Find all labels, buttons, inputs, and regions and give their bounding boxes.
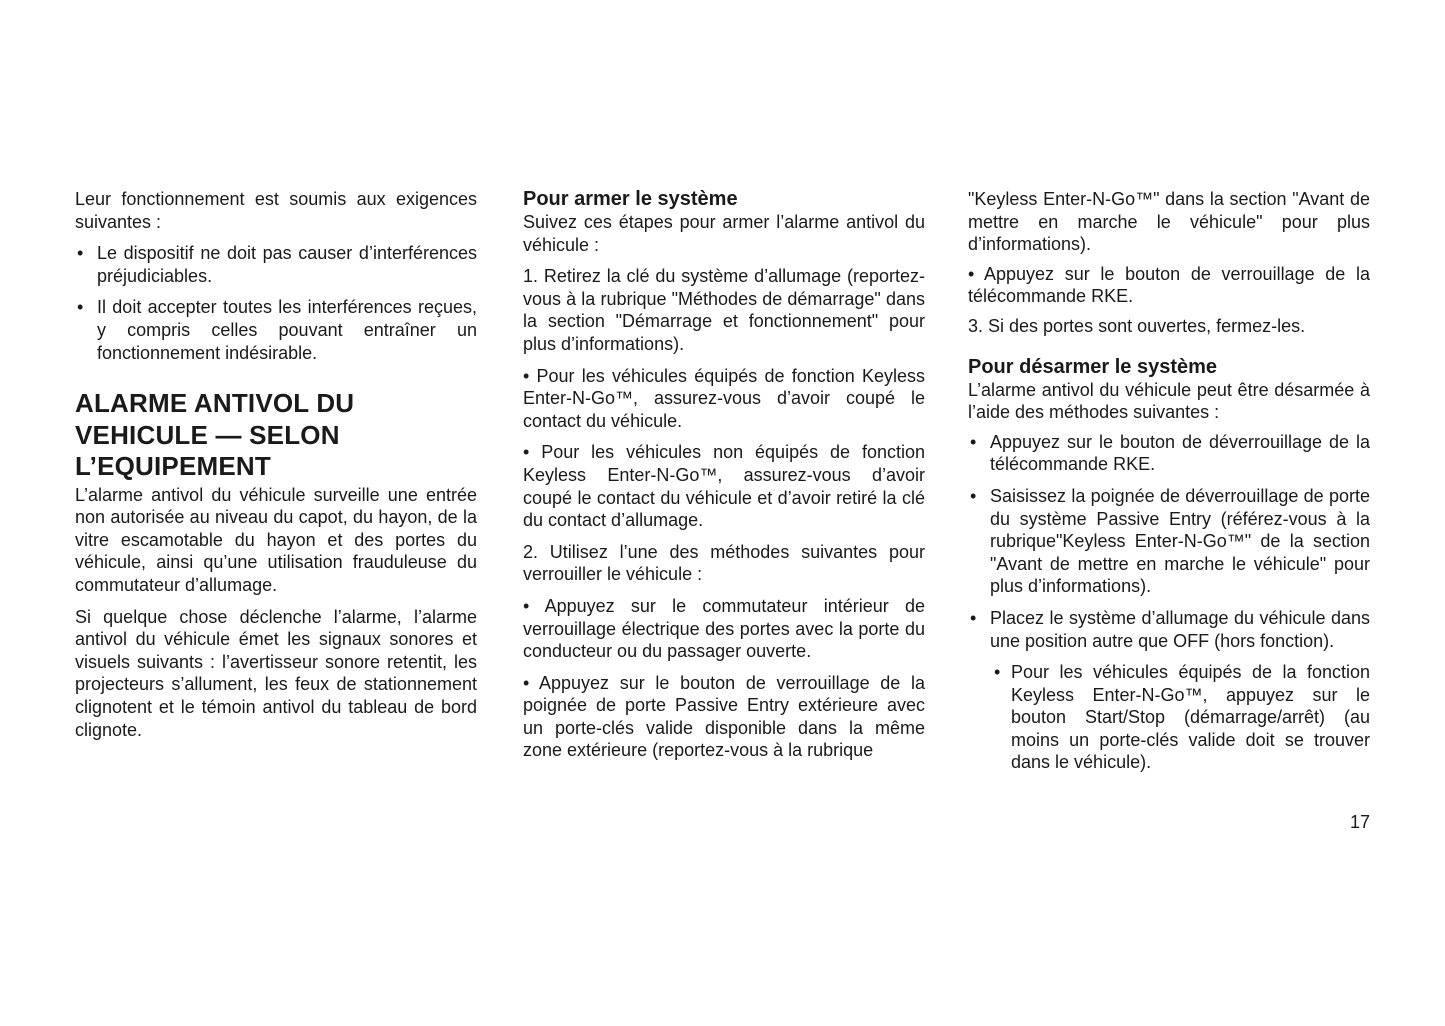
page-number: 17 <box>1349 812 1370 832</box>
list-item: • Saisissez la poignée de déverrouillage de porte du système Passive Entry (référez-vous à la rubrique"Keyless Enter-N-Go™" de la section "Avant de mettre en marche le véhicule" pour plus d’informations). <box>968 485 1370 598</box>
step-3: 3. Si des portes sont ouvertes, fermez-les. <box>968 315 1306 336</box>
step-1: 1. Retirez la clé du système d’allumage (reportez-vous à la rubrique "Méthodes de démarrage" dans la section "Démarrage et fonctionnement" pour plus d’informations). <box>523 266 925 354</box>
right-column <box>968 188 1370 783</box>
body-paragraph: Si quelque chose déclenche l’alarme, l’alarme antivol du véhicule émet les signaux sonores et visuels suivants : l’avertisseur sonore retentit, les projecteurs s’allument, les feux de stationnement clignotent et le témoin antivol du tableau de bord clignote. <box>75 606 477 740</box>
list-item: • Il doit accepter toutes les interférences reçues, y compris celles pouvant entraîner un fonctionnement indésirable. <box>75 296 477 364</box>
list-item: • Pour les véhicules équipés de fonction Keyless Enter-N-Go™, assurez-vous d’avoir coupé le contact du véhicule. <box>523 365 925 431</box>
section-heading: ALARME ANTIVOL DU VEHICULE — SELON L’EQUIPEMENT <box>75 388 355 482</box>
intro-paragraph: L’alarme antivol du véhicule peut être désarmée à l’aide des méthodes suivantes : <box>968 379 1370 423</box>
sub-list-item: • Pour les véhicules équipés de la fonction Keyless Enter-N-Go™, appuyez sur le bouton Start/Stop (démarrage/arrêt) (au moins un porte-clés valide doit se trouver dans le véhicule). <box>968 661 1370 774</box>
continuation-paragraph: "Keyless Enter-N-Go™" dans la section "Avant de mettre en marche le véhicule" pour plus d’informations). <box>968 189 1370 255</box>
list-item: • Appuyez sur le commutateur intérieur de verrouillage électrique des portes avec la porte du conducteur ou du passager ouverte. <box>523 595 925 662</box>
intro-paragraph: Leur fonctionnement est soumis aux exigences suivantes : <box>75 189 477 232</box>
body-paragraph: L’alarme antivol du véhicule surveille une entrée non autorisée au niveau du capot, du hayon, de la vitre escamotable du hayon et des portes du véhicule, ainsi qu’une utilisation frauduleuse du commutateur d’allumage. <box>75 484 477 596</box>
list-item: • Placez le système d’allumage du véhicule dans une position autre que OFF (hors fonction). <box>968 607 1370 652</box>
subsection-heading-arm: Pour armer le système <box>523 188 738 210</box>
intro-paragraph: Suivez ces étapes pour armer l’alarme antivol du véhicule : <box>523 212 925 255</box>
middle-column <box>523 188 925 771</box>
list-item: • Pour les véhicules non équipés de fonction Keyless Enter-N-Go™, assurez-vous d’avoir coupé le contact du véhicule et d’avoir retiré la clé du contact d’allumage. <box>523 442 925 531</box>
list-item: • Appuyez sur le bouton de verrouillage de la poignée de porte Passive Entry extérieure avec un porte-clés valide disponible dans la même zone extérieure (reportez-vous à la rubrique <box>523 672 925 761</box>
subsection-heading-disarm: Pour désarmer le système <box>968 355 1218 378</box>
step-2: 2. Utilisez l’une des méthodes suivantes pour verrouiller le véhicule : <box>523 541 925 585</box>
list-item: • Le dispositif ne doit pas causer d’interférences préjudiciables. <box>75 242 477 287</box>
left-column <box>75 188 477 750</box>
list-item: • Appuyez sur le bouton de verrouillage de la télécommande RKE. <box>968 263 1370 307</box>
list-item: • Appuyez sur le bouton de déverrouillage de la télécommande RKE. <box>968 431 1370 476</box>
